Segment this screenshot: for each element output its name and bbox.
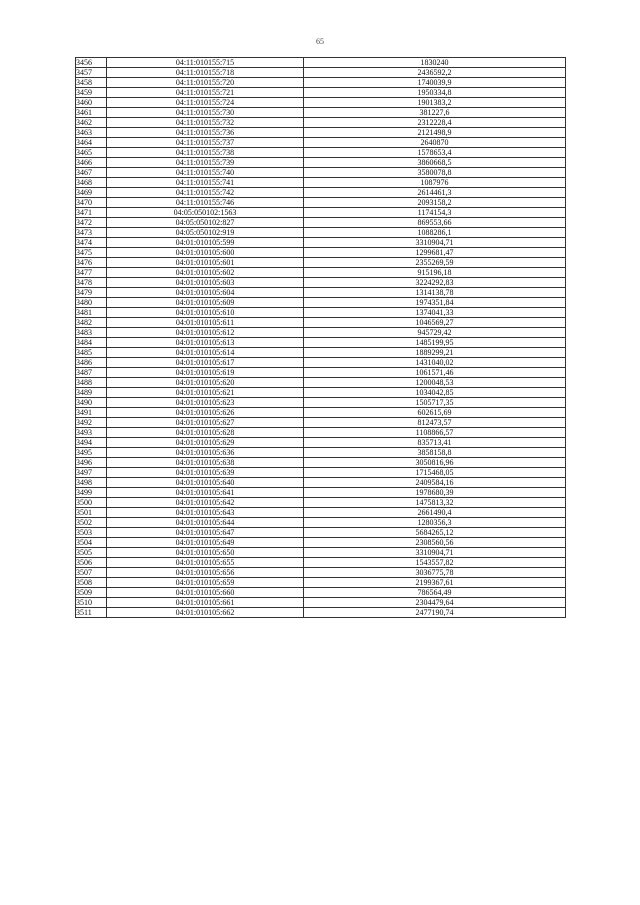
row-number-cell: 3475	[76, 248, 107, 258]
row-number-cell: 3485	[76, 348, 107, 358]
cadastral-value-cell: 2199367,61	[304, 578, 566, 588]
table-row	[76, 438, 566, 448]
cadastral-value-cell: 1543557,82	[304, 558, 566, 568]
cadastral-value-cell: 1299681,47	[304, 248, 566, 258]
cadastral-value-cell: 2093158,2	[304, 198, 566, 208]
table-row	[76, 78, 566, 88]
cadastral-number-cell: 04:11:010155:739	[107, 158, 304, 168]
row-number-cell: 3501	[76, 508, 107, 518]
cadastral-number-cell: 04:01:010105:602	[107, 268, 304, 278]
cadastral-value-cell: 1578653,4	[304, 148, 566, 158]
row-number-cell: 3486	[76, 358, 107, 368]
cadastral-number-cell: 04:01:010105:613	[107, 338, 304, 348]
row-number-cell: 3508	[76, 578, 107, 588]
row-number-cell: 3492	[76, 418, 107, 428]
table-row	[76, 308, 566, 318]
table-row	[76, 268, 566, 278]
page-number: 65	[316, 37, 324, 46]
row-number-cell: 3487	[76, 368, 107, 378]
cadastral-value-cell: 3310904,71	[304, 238, 566, 248]
table-row	[76, 528, 566, 538]
row-number-cell: 3459	[76, 88, 107, 98]
cadastral-number-cell: 04:01:010105:619	[107, 368, 304, 378]
cadastral-value-cell: 1431040,02	[304, 358, 566, 368]
row-number-cell: 3474	[76, 238, 107, 248]
cadastral-number-cell: 04:01:010105:611	[107, 318, 304, 328]
row-number-cell: 3489	[76, 388, 107, 398]
cadastral-number-cell: 04:11:010155:718	[107, 68, 304, 78]
cadastral-value-cell: 2640870	[304, 138, 566, 148]
table-row	[76, 178, 566, 188]
cadastral-value-cell: 1046569,27	[304, 318, 566, 328]
table-row	[76, 358, 566, 368]
row-number-cell: 3463	[76, 128, 107, 138]
cadastral-number-cell: 04:11:010155:724	[107, 98, 304, 108]
row-number-cell: 3477	[76, 268, 107, 278]
table-row	[76, 608, 566, 618]
row-number-cell: 3510	[76, 598, 107, 608]
cadastral-value-cell: 1034042,85	[304, 388, 566, 398]
cadastral-number-cell: 04:01:010105:627	[107, 418, 304, 428]
cadastral-number-cell: 04:01:010105:623	[107, 398, 304, 408]
row-number-cell: 3469	[76, 188, 107, 198]
row-number-cell: 3488	[76, 378, 107, 388]
cadastral-number-cell: 04:01:010105:628	[107, 428, 304, 438]
row-number-cell: 3480	[76, 298, 107, 308]
cadastral-number-cell: 04:01:010105:612	[107, 328, 304, 338]
cadastral-number-cell: 04:01:010105:604	[107, 288, 304, 298]
cadastral-value-cell: 1901383,2	[304, 98, 566, 108]
row-number-cell: 3509	[76, 588, 107, 598]
row-number-cell: 3500	[76, 498, 107, 508]
cadastral-number-cell: 04:01:010105:617	[107, 358, 304, 368]
cadastral-value-cell: 1715468,05	[304, 468, 566, 478]
table-row	[76, 418, 566, 428]
cadastral-value-cell: 812473,57	[304, 418, 566, 428]
cadastral-number-cell: 04:01:010105:600	[107, 248, 304, 258]
row-number-cell: 3457	[76, 68, 107, 78]
cadastral-value-cell: 945729,42	[304, 328, 566, 338]
cadastral-number-cell: 04:11:010155:721	[107, 88, 304, 98]
cadastral-number-cell: 04:11:010155:741	[107, 178, 304, 188]
cadastral-value-cell: 3050816,96	[304, 458, 566, 468]
table-row	[76, 508, 566, 518]
table-row	[76, 298, 566, 308]
row-number-cell: 3493	[76, 428, 107, 438]
table-row	[76, 148, 566, 158]
cadastral-number-cell: 04:01:010105:660	[107, 588, 304, 598]
cadastral-value-cell: 1280356,3	[304, 518, 566, 528]
table-row	[76, 238, 566, 248]
cadastral-value-cell: 1374041,33	[304, 308, 566, 318]
row-number-cell: 3458	[76, 78, 107, 88]
row-number-cell: 3479	[76, 288, 107, 298]
cadastral-number-cell: 04:11:010155:736	[107, 128, 304, 138]
table-row	[76, 598, 566, 608]
cadastral-number-cell: 04:01:010105:610	[107, 308, 304, 318]
cadastral-number-cell: 04:01:010105:662	[107, 608, 304, 618]
row-number-cell: 3467	[76, 168, 107, 178]
table-row	[76, 58, 566, 68]
row-number-cell: 3490	[76, 398, 107, 408]
cadastral-value-cell: 381227,6	[304, 108, 566, 118]
row-number-cell: 3465	[76, 148, 107, 158]
row-number-cell: 3481	[76, 308, 107, 318]
cadastral-value-cell: 869553,66	[304, 218, 566, 228]
cadastral-number-cell: 04:01:010105:661	[107, 598, 304, 608]
cadastral-number-cell: 04:01:010105:601	[107, 258, 304, 268]
cadastral-value-cell: 2121498,9	[304, 128, 566, 138]
table-row	[76, 348, 566, 358]
cadastral-value-cell: 1740039,9	[304, 78, 566, 88]
row-number-cell: 3491	[76, 408, 107, 418]
row-number-cell: 3496	[76, 458, 107, 468]
cadastral-number-cell: 04:01:010105:609	[107, 298, 304, 308]
cadastral-value-cell: 1485199,95	[304, 338, 566, 348]
cadastral-value-cell: 2355269,59	[304, 258, 566, 268]
table-row	[76, 368, 566, 378]
cadastral-value-cell: 2312228,4	[304, 118, 566, 128]
cadastral-number-cell: 04:05:050102:1563	[107, 208, 304, 218]
cadastral-number-cell: 04:11:010155:720	[107, 78, 304, 88]
table-row	[76, 98, 566, 108]
row-number-cell: 3497	[76, 468, 107, 478]
row-number-cell: 3504	[76, 538, 107, 548]
cadastral-number-cell: 04:11:010155:746	[107, 198, 304, 208]
table-row	[76, 168, 566, 178]
cadastral-value-cell: 2308560,56	[304, 538, 566, 548]
cadastral-number-cell: 04:01:010105:655	[107, 558, 304, 568]
cadastral-value-cell: 786564,49	[304, 588, 566, 598]
cadastral-number-cell: 04:01:010105:643	[107, 508, 304, 518]
table-row	[76, 258, 566, 268]
table-row	[76, 518, 566, 528]
cadastral-value-cell: 1061571,46	[304, 368, 566, 378]
table-row	[76, 478, 566, 488]
table-row	[76, 108, 566, 118]
row-number-cell: 3478	[76, 278, 107, 288]
cadastral-number-cell: 04:01:010105:640	[107, 478, 304, 488]
cadastral-number-cell: 04:01:010105:649	[107, 538, 304, 548]
cadastral-number-cell: 04:05:050102:919	[107, 228, 304, 238]
row-number-cell: 3482	[76, 318, 107, 328]
table-row	[76, 158, 566, 168]
cadastral-value-cell: 3860668,5	[304, 158, 566, 168]
table-row	[76, 488, 566, 498]
cadastral-value-cell: 1475813,32	[304, 498, 566, 508]
cadastral-number-cell: 04:01:010105:620	[107, 378, 304, 388]
table-row	[76, 138, 566, 148]
row-number-cell: 3503	[76, 528, 107, 538]
cadastral-number-cell: 04:11:010155:742	[107, 188, 304, 198]
row-number-cell: 3484	[76, 338, 107, 348]
cadastral-value-cell: 1950334,8	[304, 88, 566, 98]
cadastral-number-cell: 04:01:010105:642	[107, 498, 304, 508]
cadastral-number-cell: 04:01:010105:614	[107, 348, 304, 358]
cadastral-value-cell: 3036775,78	[304, 568, 566, 578]
cadastral-value-cell: 1088286,1	[304, 228, 566, 238]
table-row	[76, 468, 566, 478]
row-number-cell: 3502	[76, 518, 107, 528]
cadastral-value-cell: 1889299,21	[304, 348, 566, 358]
row-number-cell: 3466	[76, 158, 107, 168]
cadastral-number-cell: 04:01:010105:603	[107, 278, 304, 288]
table-row	[76, 278, 566, 288]
table-row	[76, 328, 566, 338]
row-number-cell: 3472	[76, 218, 107, 228]
row-number-cell: 3511	[76, 608, 107, 618]
cadastral-value-cell: 2477190,74	[304, 608, 566, 618]
row-number-cell: 3464	[76, 138, 107, 148]
table-row	[76, 578, 566, 588]
cadastral-value-cell: 1200048,53	[304, 378, 566, 388]
cadastral-number-cell: 04:01:010105:656	[107, 568, 304, 578]
cadastral-value-cell: 3224292,83	[304, 278, 566, 288]
table-row	[76, 88, 566, 98]
row-number-cell: 3507	[76, 568, 107, 578]
row-number-cell: 3476	[76, 258, 107, 268]
row-number-cell: 3471	[76, 208, 107, 218]
cadastral-number-cell: 04:01:010105:599	[107, 238, 304, 248]
cadastral-value-cell: 1108866,57	[304, 428, 566, 438]
table-row	[76, 588, 566, 598]
cadastral-value-cell: 1314138,78	[304, 288, 566, 298]
cadastral-value-cell: 3580078,8	[304, 168, 566, 178]
cadastral-number-cell: 04:11:010155:737	[107, 138, 304, 148]
cadastral-number-cell: 04:11:010155:738	[107, 148, 304, 158]
row-number-cell: 3505	[76, 548, 107, 558]
cadastral-number-cell: 04:01:010105:659	[107, 578, 304, 588]
table-row	[76, 458, 566, 468]
row-number-cell: 3499	[76, 488, 107, 498]
table-row	[76, 568, 566, 578]
table-row	[76, 378, 566, 388]
row-number-cell: 3456	[76, 58, 107, 68]
row-number-cell: 3506	[76, 558, 107, 568]
table-body	[76, 58, 566, 618]
cadastral-value-cell: 1505717,35	[304, 398, 566, 408]
cadastral-number-cell: 04:11:010155:732	[107, 118, 304, 128]
table-row	[76, 548, 566, 558]
cadastral-number-cell: 04:01:010105:636	[107, 448, 304, 458]
cadastral-value-cell: 3310904,71	[304, 548, 566, 558]
row-number-cell: 3483	[76, 328, 107, 338]
cadastral-number-cell: 04:01:010105:647	[107, 528, 304, 538]
cadastral-value-cell: 2304479,64	[304, 598, 566, 608]
table-row	[76, 558, 566, 568]
table-row	[76, 218, 566, 228]
cadastral-number-cell: 04:01:010105:641	[107, 488, 304, 498]
table-row	[76, 198, 566, 208]
table-row	[76, 398, 566, 408]
cadastral-value-cell: 3858158,8	[304, 448, 566, 458]
cadastral-value-cell: 1087976	[304, 178, 566, 188]
row-number-cell: 3473	[76, 228, 107, 238]
cadastral-value-cell: 2614461,3	[304, 188, 566, 198]
cadastral-value-cell: 1830240	[304, 58, 566, 68]
table-row	[76, 248, 566, 258]
cadastral-number-cell: 04:01:010105:644	[107, 518, 304, 528]
table-row	[76, 128, 566, 138]
cadastral-number-cell: 04:01:010105:626	[107, 408, 304, 418]
row-number-cell: 3494	[76, 438, 107, 448]
cadastral-value-cell: 5684265,12	[304, 528, 566, 538]
cadastral-value-table	[75, 57, 566, 618]
table-row	[76, 408, 566, 418]
table-row	[76, 228, 566, 238]
cadastral-number-cell: 04:05:050102:827	[107, 218, 304, 228]
table-row	[76, 338, 566, 348]
table-row	[76, 428, 566, 438]
cadastral-number-cell: 04:01:010105:650	[107, 548, 304, 558]
table-row	[76, 288, 566, 298]
table-row	[76, 448, 566, 458]
row-number-cell: 3498	[76, 478, 107, 488]
table-row	[76, 188, 566, 198]
cadastral-number-cell: 04:11:010155:730	[107, 108, 304, 118]
cadastral-value-cell: 1974351,84	[304, 298, 566, 308]
cadastral-value-cell: 2661490,4	[304, 508, 566, 518]
table-row	[76, 208, 566, 218]
cadastral-number-cell: 04:01:010105:638	[107, 458, 304, 468]
row-number-cell: 3495	[76, 448, 107, 458]
cadastral-value-cell: 835713,41	[304, 438, 566, 448]
cadastral-number-cell: 04:01:010105:621	[107, 388, 304, 398]
row-number-cell: 3470	[76, 198, 107, 208]
cadastral-number-cell: 04:11:010155:740	[107, 168, 304, 178]
cadastral-number-cell: 04:01:010105:629	[107, 438, 304, 448]
table-row	[76, 388, 566, 398]
cadastral-value-cell: 915196,18	[304, 268, 566, 278]
cadastral-value-cell: 602615,69	[304, 408, 566, 418]
cadastral-value-cell: 2409584,16	[304, 478, 566, 488]
table-row	[76, 498, 566, 508]
cadastral-number-cell: 04:01:010105:639	[107, 468, 304, 478]
row-number-cell: 3461	[76, 108, 107, 118]
row-number-cell: 3468	[76, 178, 107, 188]
cadastral-number-cell: 04:11:010155:715	[107, 58, 304, 68]
row-number-cell: 3462	[76, 118, 107, 128]
row-number-cell: 3460	[76, 98, 107, 108]
table-row	[76, 538, 566, 548]
table-row	[76, 318, 566, 328]
table-row	[76, 118, 566, 128]
table-row	[76, 68, 566, 78]
cadastral-value-cell: 1174154,3	[304, 208, 566, 218]
cadastral-value-cell: 2436592,2	[304, 68, 566, 78]
cadastral-value-cell: 1978680,39	[304, 488, 566, 498]
